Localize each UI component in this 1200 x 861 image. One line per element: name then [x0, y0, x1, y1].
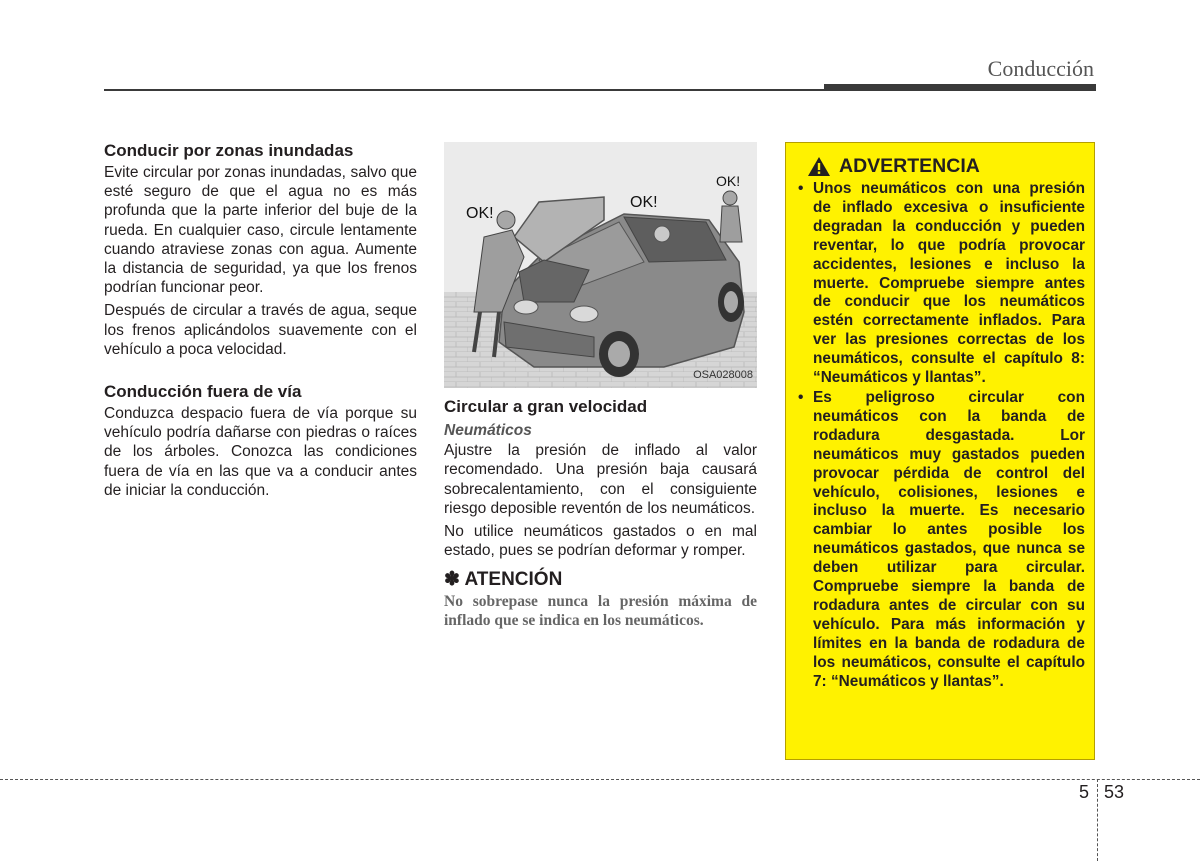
- subheading-tires: Neumáticos: [444, 422, 532, 439]
- footer-divider: [0, 779, 1200, 780]
- paragraph: Después de circular a través de agua, seque los frenos aplicándolos suavemente con el vehículo a poca velocidad.: [104, 302, 417, 358]
- warning-box: [785, 142, 1095, 760]
- page-number: 53: [1104, 782, 1125, 802]
- heading-off-road: Conducción fuera de vía: [104, 382, 302, 402]
- left-column: [104, 140, 417, 504]
- heading-flooded-areas: Conducir por zonas inundadas: [104, 141, 354, 160]
- header-rule: [104, 89, 824, 91]
- section-number: 5: [1079, 782, 1090, 802]
- caution-text: No sobrepase nunca la presión máxima de inflado que se indica en los neumáticos.: [444, 592, 757, 630]
- warning-item: • Unos neumáticos con una presión de inflado excesiva o insuficiente degradan la conducción y pueden reventar, lo que podría provocar accidentes, lesiones e incluso la muerte. Compruebe siempre antes de conducir que los neumáticos estén correctamente inflados. Para ver las presiones correctas de los neumáticos, consulte el capítulo 8: “Neumáticos y llantas”.: [795, 180, 1085, 388]
- caution-heading: ✽ ATENCIÓN: [444, 569, 563, 591]
- ok-label: OK!: [630, 194, 658, 211]
- paragraph: Evite circular por zonas inundadas, salvo que esté seguro de que el agua no es más profunda que la parte inferior del buje de la rueda. En cualquier caso, circule lentamente cuando atraviese zonas con agua. Aumente la distancia de seguridad, ya que los frenos podrían funcionar peor.: [104, 164, 417, 297]
- figure-code: OSA028008: [693, 368, 753, 381]
- section-title: Conducción: [987, 56, 1094, 81]
- ok-label: OK!: [466, 205, 494, 222]
- middle-column: [444, 142, 757, 631]
- paragraph: Ajustre la presión de inflado al valor recomendado. Una presión baja causará sobrecalentamiento, con el consiguiente riesgo deposible reventón de los neumáticos.: [444, 442, 757, 517]
- car-figure-svg: [444, 142, 757, 388]
- footer-vertical-divider: [1097, 779, 1098, 861]
- heading-high-speed: Circular a gran velocidad: [444, 397, 648, 416]
- warning-header: [795, 155, 1085, 178]
- warning-title: ADVERTENCIA: [839, 155, 980, 177]
- header-bar: [824, 84, 1096, 91]
- ok-label: OK!: [716, 173, 741, 189]
- warning-item: • Es peligroso circular con neumáticos con la banda de rodadura desgastada. Lor neumáticos muy gastados pueden provocar pérdida de control del vehículo, colisiones, lesiones e incluso la muerte. Es necesario cambiar lo antes posible los neumáticos gastados, que nunca se deben utilizar para circular. Compruebe siempre la banda de rodadura antes de circular con su vehículo. Para más información y límites en la banda de rodadura de los neumáticos, consulte el capítulo 7: “Neumáticos y llantas”.: [795, 389, 1085, 692]
- warning-list: [795, 180, 1085, 691]
- paragraph: Conduzca despacio fuera de vía porque su vehículo podría dañarse con piedras o raíces de los árboles. Conozca las condiciones fuera de vía en las que va a conducir antes de iniciar la conducción.: [104, 405, 417, 499]
- warning-icon: [807, 156, 831, 177]
- car-illustration: [444, 142, 757, 388]
- paragraph: No utilice neumáticos gastados o en mal estado, pues se podrían deformar y romper.: [444, 523, 757, 560]
